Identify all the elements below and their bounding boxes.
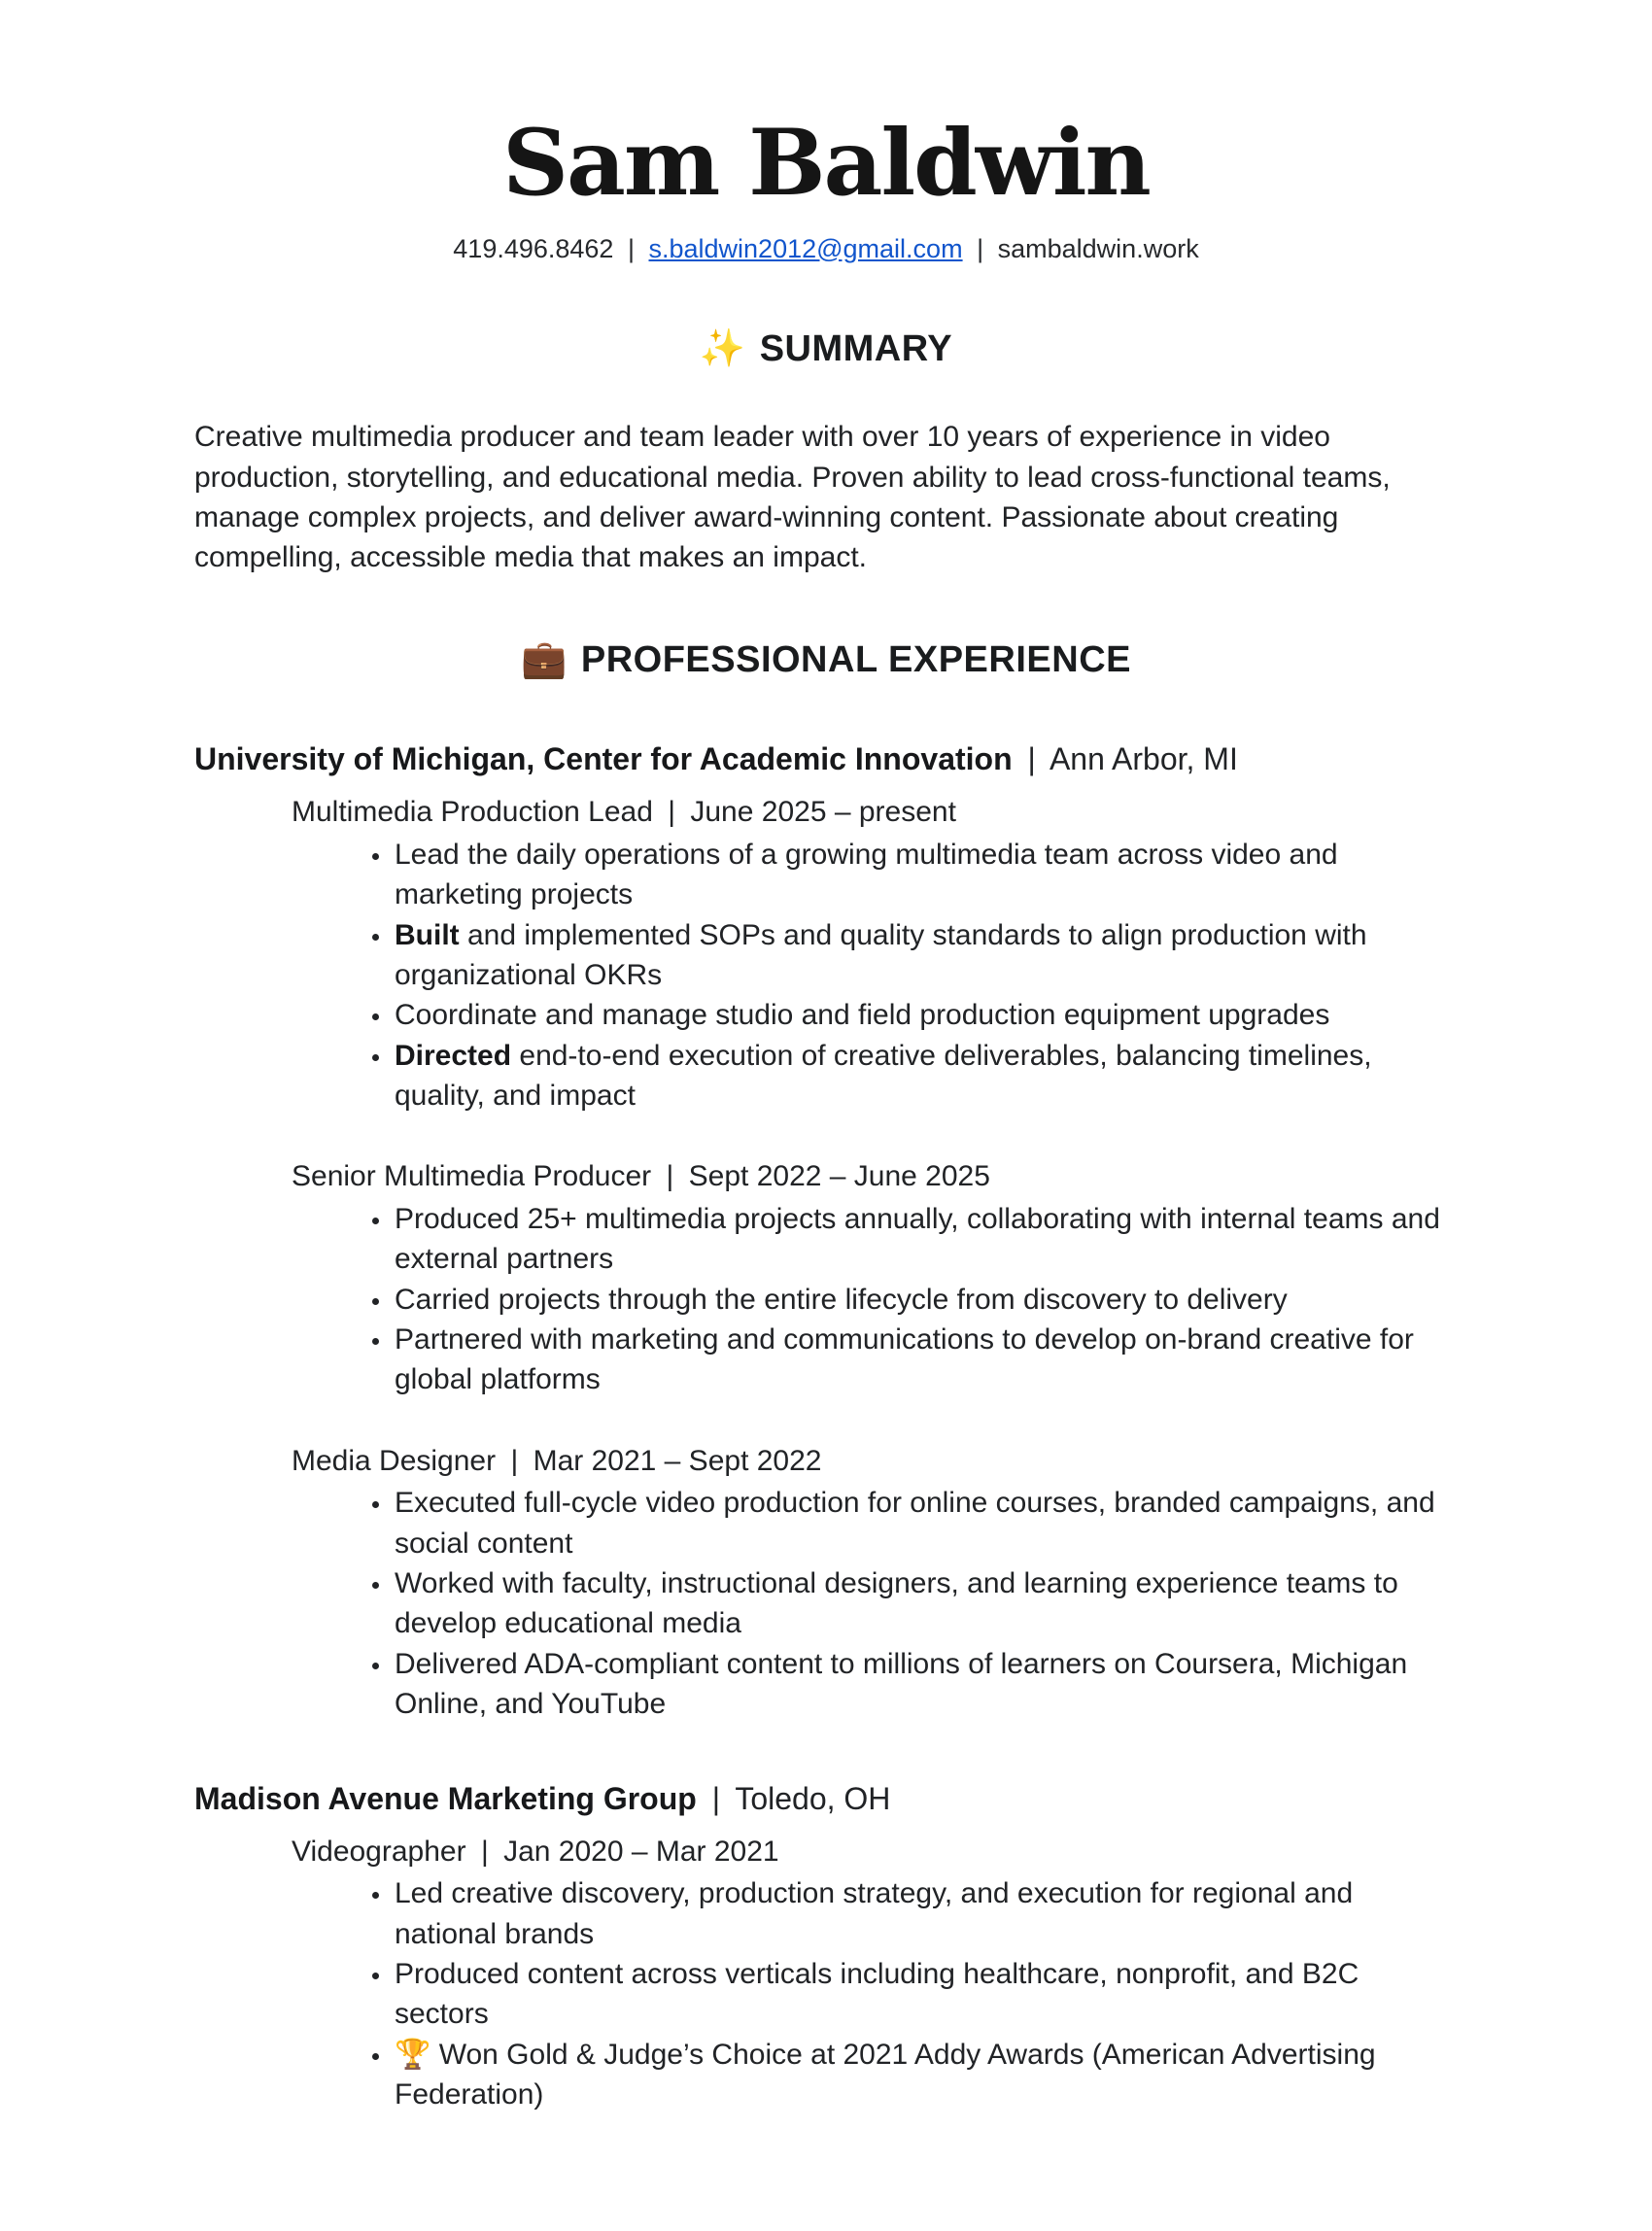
bullet-list [194, 1199, 1458, 1400]
role-block [194, 1441, 1458, 1725]
bullet-text: Produced content across verticals including healthcare, nonprofit, and B2C sectors [395, 1957, 1359, 2031]
email-link[interactable]: s.baldwin2012@gmail.com [648, 233, 963, 263]
role-title: Videographer [292, 1835, 466, 1868]
bullet-text: Partnered with marketing and communications to develop on-brand creative for global platforms [395, 1323, 1414, 1396]
role-title: Multimedia Production Lead [292, 796, 653, 829]
contact-line [194, 231, 1458, 267]
sparkles-icon: ✨ [699, 327, 746, 369]
company-location: Ann Arbor, MI [1049, 741, 1238, 777]
separator: | [977, 233, 984, 263]
bullet-bold-text: Built [395, 918, 460, 951]
bullet-item [393, 995, 1458, 1035]
briefcase-icon: 💼 [521, 638, 568, 680]
separator: | [1027, 741, 1036, 777]
bullet-item [393, 915, 1458, 996]
bullet-item [393, 2035, 1458, 2115]
role-block [194, 1832, 1458, 2115]
phone-number: 419.496.8462 [453, 233, 614, 263]
separator: | [666, 1160, 674, 1193]
bullet-list [194, 835, 1458, 1116]
separator: | [668, 796, 676, 829]
experience-heading-label: PROFESSIONAL EXPERIENCE [580, 638, 1131, 680]
bullet-item [393, 1873, 1458, 1954]
bullet-item [393, 1036, 1458, 1116]
bullet-item [393, 1563, 1458, 1644]
role-dates: Sept 2022 – June 2025 [688, 1160, 990, 1193]
person-name: Sam Baldwin [502, 110, 1150, 217]
summary-heading-label: SUMMARY [759, 327, 953, 369]
bullet-bold-text: Directed [395, 1039, 512, 1072]
bullet-item [393, 1483, 1458, 1563]
bullet-text: Delivered ADA-compliant content to millions of learners on Coursera, Michigan Online, and YouTube [395, 1647, 1408, 1721]
separator: | [510, 1444, 519, 1477]
bullet-list [194, 1483, 1458, 1724]
bullet-item [393, 1199, 1458, 1280]
bullet-text: Executed full-cycle video production for online courses, branded campaigns, and social content [395, 1487, 1435, 1560]
bullet-item [393, 1954, 1458, 2035]
bullet-text: Won Gold & Judge’s Choice at 2021 Addy Awards (American Advertising Federation) [395, 2038, 1376, 2111]
role-dates: Jan 2020 – Mar 2021 [503, 1835, 779, 1868]
trophy-icon: 🏆 [395, 2038, 431, 2071]
company-name: Madison Avenue Marketing Group [194, 1780, 697, 1816]
bullet-text: Produced 25+ multimedia projects annually, collaborating with internal teams and external partners [395, 1202, 1440, 1276]
bullet-text: end-to-end execution of creative deliverables, balancing timelines, quality, and impact [395, 1039, 1372, 1113]
bullet-list [194, 1873, 1458, 2114]
bullet-text: Led creative discovery, production strategy, and execution for regional and national brands [395, 1877, 1354, 1950]
company-name: University of Michigan, Center for Academic Innovation [194, 741, 1013, 777]
summary-heading [194, 324, 1458, 374]
bullet-text: Worked with faculty, instructional designers, and learning experience teams to develop educational media [395, 1567, 1398, 1640]
experience-heading [194, 635, 1458, 685]
role-block [194, 792, 1458, 1116]
bullet-text: and implemented SOPs and quality standards to align production with organizational OKRs [395, 918, 1367, 991]
separator: | [711, 1780, 720, 1816]
bullet-text: Carried projects through the entire lifecycle from discovery to delivery [395, 1283, 1288, 1316]
role-dates: June 2025 – present [690, 796, 956, 829]
company-block [194, 1777, 1458, 2115]
role-dates: Mar 2021 – Sept 2022 [533, 1444, 822, 1477]
bullet-item [393, 1644, 1458, 1725]
role-block [194, 1156, 1458, 1399]
role-title: Media Designer [292, 1444, 497, 1477]
role-heading [292, 1441, 1458, 1481]
website: sambaldwin.work [997, 233, 1199, 263]
summary-text: Creative multimedia producer and team leader with over 10 years of experience in video production, storytelling, and educational media. Proven ability to lead cross-functional teams, manage complex projects, and deliver award-winning content. Passionate about creating compelling, accessible media that makes an impact. [194, 421, 1391, 574]
separator: | [480, 1835, 489, 1868]
company-heading [194, 1777, 1458, 1820]
bullet-item [393, 835, 1458, 915]
company-heading [194, 738, 1458, 780]
company-location: Toledo, OH [735, 1780, 891, 1816]
role-heading [292, 1156, 1458, 1196]
bullet-text: Lead the daily operations of a growing multimedia team across video and marketing projects [395, 838, 1338, 911]
role-title: Senior Multimedia Producer [292, 1160, 652, 1193]
company-block [194, 738, 1458, 1724]
bullet-text: Coordinate and manage studio and field production equipment upgrades [395, 999, 1330, 1032]
separator: | [627, 233, 635, 263]
bullet-item [393, 1320, 1458, 1400]
bullet-item [393, 1280, 1458, 1320]
role-heading [292, 1832, 1458, 1871]
role-heading [292, 792, 1458, 832]
